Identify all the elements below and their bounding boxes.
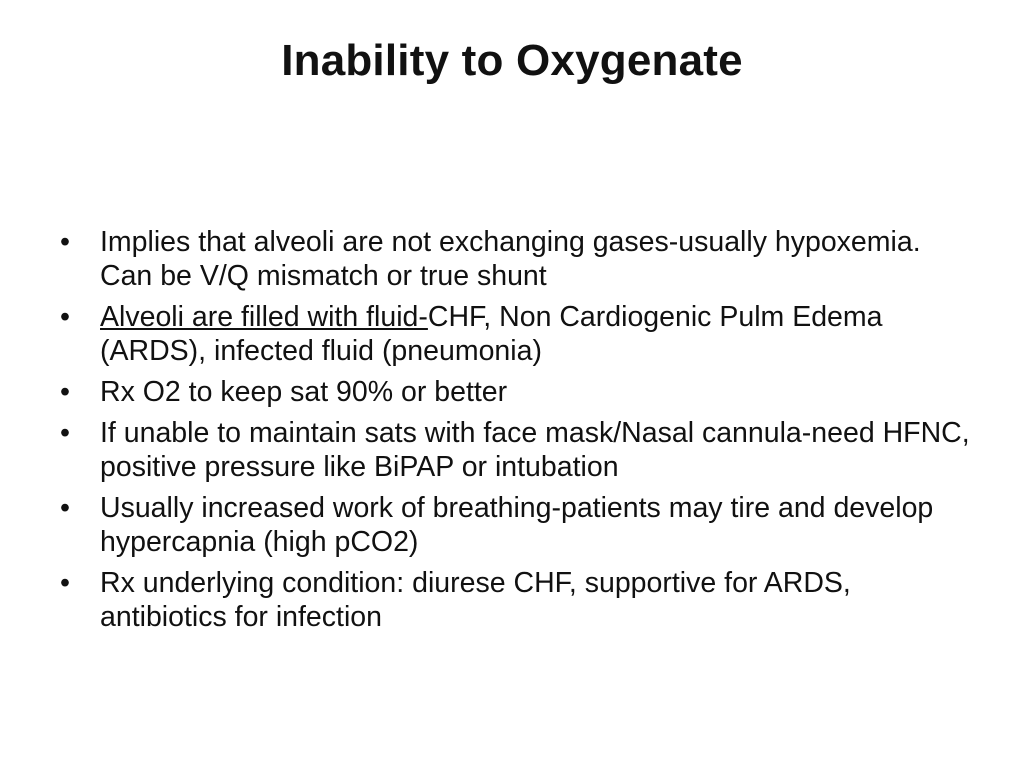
bullet-item [58, 225, 978, 293]
bullet-list [58, 225, 978, 641]
bullet-glyph: • [60, 301, 70, 333]
bullet-item [58, 416, 978, 484]
slide-title: Inability to Oxygenate [281, 36, 743, 85]
bullet-glyph: • [60, 567, 70, 599]
bullet-glyph: • [60, 492, 70, 524]
bullet-text: Usually increased work of breathing-patients may tire and develop hypercapnia (high pCO2) [100, 492, 934, 558]
bullet-underlined-text: Alveoli are filled with fluid- [100, 301, 428, 333]
bullet-item [58, 375, 978, 409]
bullet-text: Rx O2 to keep sat 90% or better [100, 376, 508, 408]
bullet-text: If unable to maintain sats with face mask/Nasal cannula-need HFNC, positive pressure like BiPAP or intubation [100, 417, 970, 483]
bullet-glyph: • [60, 226, 70, 258]
bullet-text: CHF, Non Cardiogenic Pulm Edema (ARDS), infected fluid (pneumonia) [100, 301, 883, 367]
bullet-text: Implies that alveoli are not exchanging gases-usually hypoxemia. Can be V/Q mismatch or true shunt [100, 226, 921, 292]
bullet-item [58, 566, 978, 634]
bullet-item [58, 300, 978, 368]
bullet-item [58, 491, 978, 559]
bullet-glyph: • [60, 376, 70, 408]
bullet-glyph: • [60, 417, 70, 449]
bullet-text: Rx underlying condition: diurese CHF, supportive for ARDS, antibiotics for infection [100, 567, 851, 633]
